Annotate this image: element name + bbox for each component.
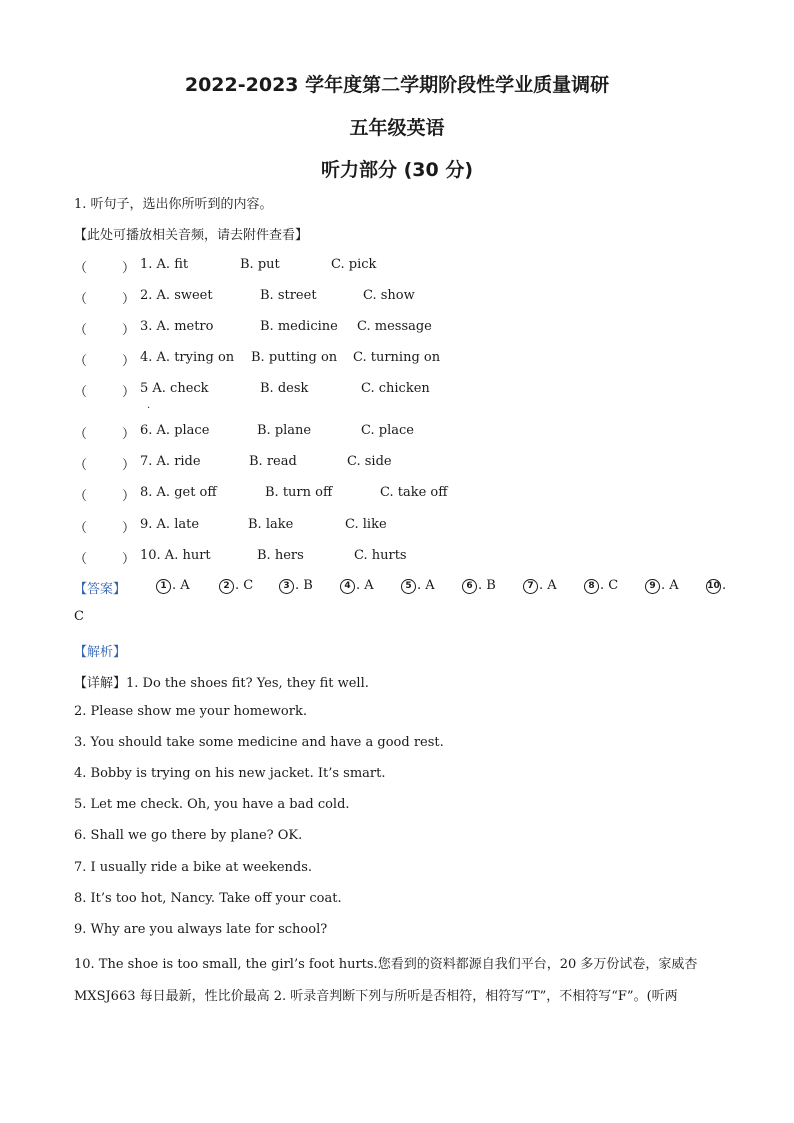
option-a: 3. A. metro — [140, 319, 214, 334]
option-a: 6. A. place — [140, 423, 210, 438]
answer-value: . A — [539, 578, 557, 593]
answer-item — [340, 578, 374, 594]
option-c: C. place — [361, 423, 414, 438]
circled-number: 3 — [279, 579, 294, 594]
option-b: B. putting on — [251, 350, 338, 365]
option-b: B. turn off — [265, 485, 333, 500]
answer-blank-close: ） — [122, 427, 136, 442]
analysis-line-10: 10. The shoe is too small, the girl’s foot hurts.您看到的资料都源自我们平台，20 多万份试卷，家威杏 — [74, 957, 698, 972]
answer-blank-open: （ — [74, 552, 88, 567]
answer-blank-close: ） — [122, 521, 136, 536]
answer-blank-close: ） — [122, 458, 136, 473]
option-c: C. hurts — [354, 548, 407, 563]
question-row — [74, 319, 734, 339]
circled-number: 9 — [645, 579, 660, 594]
question-stem: 1. 听句子，选出你所听到的内容。 — [74, 197, 273, 212]
option-c: C. pick — [331, 257, 377, 272]
analysis-text: 1. Do the shoes fit? Yes, they fit well. — [126, 676, 369, 691]
circled-number: 10 — [706, 579, 721, 594]
answer-blank-open: （ — [74, 458, 88, 473]
answer-row — [74, 578, 734, 598]
option-b: B. lake — [248, 517, 294, 532]
question-row — [74, 381, 734, 401]
option-b: B. hers — [257, 548, 304, 563]
answer-value: . A — [172, 578, 190, 593]
option-c: C. take off — [380, 485, 448, 500]
answer-item — [219, 578, 253, 594]
analysis-line-11: MXSJ663 每日最新，性比价最高 2. 听录音判断下列与所听是否相符，相符写“T”，不相符写“F”。(听两 — [74, 989, 678, 1004]
analysis-line-6: 6. Shall we go there by plane? OK. — [74, 828, 303, 843]
analysis-line-9: 9. Why are you always late for school? — [74, 922, 328, 937]
answer-blank-close: ） — [122, 261, 136, 276]
analysis-line-7: 7. I usually ride a bike at weekends. — [74, 860, 313, 875]
question-row — [74, 485, 734, 505]
answer-blank-open: （ — [74, 261, 88, 276]
question-row — [74, 548, 734, 568]
answer-blank-close: ） — [122, 354, 136, 369]
analysis-line-2: 2. Please show me your homework. — [74, 704, 307, 719]
stray-dot: . — [147, 400, 151, 411]
analysis-line-3: 3. You should take some medicine and have a good rest. — [74, 735, 444, 750]
analysis-line-5: 5. Let me check. Oh, you have a bad cold. — [74, 797, 350, 812]
question-row — [74, 350, 734, 370]
answer-value: . B — [295, 578, 313, 593]
answer-item — [706, 578, 726, 594]
answer-value: . — [722, 578, 727, 593]
detail-label: 【详解】 — [74, 676, 127, 691]
answer-blank-open: （ — [74, 323, 88, 338]
answer-item — [279, 578, 313, 594]
answer-item — [645, 578, 679, 594]
option-c: C. turning on — [353, 350, 441, 365]
option-b: B. desk — [260, 381, 309, 396]
option-c: C. message — [357, 319, 432, 334]
analysis-line-8: 8. It’s too hot, Nancy. Take off your coat. — [74, 891, 342, 906]
exam-subtitle: 五年级英语 — [349, 117, 445, 139]
circled-number: 2 — [219, 579, 234, 594]
answer-blank-open: （ — [74, 427, 88, 442]
exam-title: 2022-2023 学年度第二学期阶段性学业质量调研 — [184, 74, 610, 96]
question-row — [74, 517, 734, 537]
answer-blank-close: ） — [122, 292, 136, 307]
answer-items — [74, 578, 734, 598]
answer-blank-open: （ — [74, 385, 88, 400]
answer-value: . C — [235, 578, 254, 593]
answer-value: . B — [478, 578, 496, 593]
option-b: B. read — [249, 454, 297, 469]
answer-label: 【答案】 — [74, 582, 127, 597]
circled-number: 8 — [584, 579, 599, 594]
answer-blank-close: ） — [122, 323, 136, 338]
answer-value: . C — [600, 578, 619, 593]
analysis-line-1 — [74, 672, 369, 691]
answer-blank-open: （ — [74, 521, 88, 536]
option-a: 4. A. trying on — [140, 350, 235, 365]
option-c: C. like — [345, 517, 387, 532]
answer-value: . A — [356, 578, 374, 593]
option-a: 10. A. hurt — [140, 548, 211, 563]
answer-blank-open: （ — [74, 292, 88, 307]
answer-wrap: C — [74, 609, 84, 624]
audio-note: 【此处可播放相关音频，请去附件查看】 — [74, 228, 309, 243]
answer-item — [584, 578, 618, 594]
circled-number: 4 — [340, 579, 355, 594]
answer-item — [523, 578, 557, 594]
question-row — [74, 288, 734, 308]
option-a: 1. A. fit — [140, 257, 189, 272]
analysis-line-4: 4. Bobby is trying on his new jacket. It’s smart. — [74, 766, 386, 781]
option-b: B. medicine — [260, 319, 338, 334]
option-a: 8. A. get off — [140, 485, 217, 500]
answer-item — [401, 578, 435, 594]
question-row — [74, 454, 734, 474]
answer-blank-open: （ — [74, 354, 88, 369]
answer-value: . A — [661, 578, 679, 593]
circled-number: 1 — [156, 579, 171, 594]
option-c: C. show — [363, 288, 415, 303]
answer-blank-close: ） — [122, 385, 136, 400]
circled-number: 6 — [462, 579, 477, 594]
answer-item — [156, 578, 190, 594]
answer-blank-close: ） — [122, 489, 136, 504]
circled-number: 5 — [401, 579, 416, 594]
option-a: 7. A. ride — [140, 454, 201, 469]
answer-value: . A — [417, 578, 435, 593]
section-title: 听力部分 (30 分) — [320, 159, 474, 181]
answer-blank-open: （ — [74, 489, 88, 504]
option-b: B. plane — [257, 423, 312, 438]
analysis-label: 【解析】 — [74, 645, 127, 660]
option-b: B. put — [240, 257, 280, 272]
option-a: 9. A. late — [140, 517, 200, 532]
circled-number: 7 — [523, 579, 538, 594]
question-row — [74, 423, 734, 443]
option-b: B. street — [260, 288, 317, 303]
option-a: 2. A. sweet — [140, 288, 213, 303]
answer-blank-close: ） — [122, 552, 136, 567]
option-a: 5 A. check — [140, 381, 209, 396]
answer-item — [462, 578, 496, 594]
option-c: C. chicken — [361, 381, 430, 396]
question-row — [74, 257, 734, 277]
option-c: C. side — [347, 454, 392, 469]
